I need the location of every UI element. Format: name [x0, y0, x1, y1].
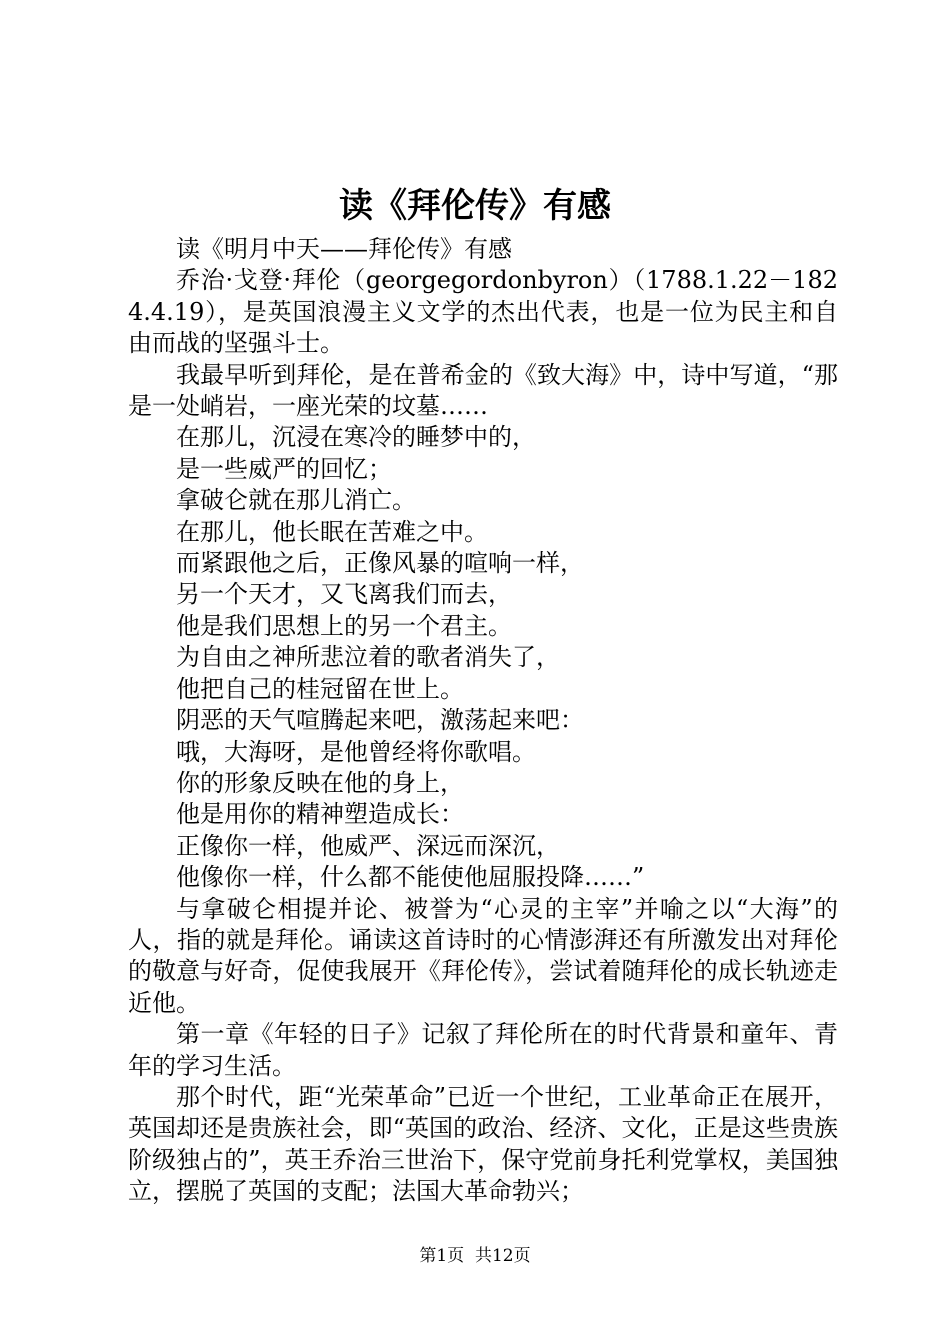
paragraph-heart-ruler: 与拿破仑相提并论、被誉为“心灵的主宰”并喻之以“大海”的人，指的就是拜伦。诵读这首诗时的心情澎湃还有所激发出对拜伦的敬意与好奇，促使我展开《拜伦传》，尝试着随拜伦的成长轨迹走近他。	[128, 894, 838, 1017]
poem-line: 你的形象反映在他的身上，	[176, 768, 464, 797]
poem-line: 另一个天才，又飞离我们而去，	[176, 580, 512, 609]
poem-line: 正像你一样，他威严、深远而深沉，	[176, 831, 560, 860]
poem-line: 为自由之神所悲泣着的歌者消失了，	[176, 643, 560, 672]
poem-line: 拿破仑就在那儿消亡。	[176, 486, 416, 515]
poem-line: 是一些威严的回忆；	[176, 454, 392, 483]
page-footer	[0, 1244, 950, 1268]
paragraph-chapter-one: 第一章《年轻的日子》记叙了拜伦所在的时代背景和童年、青年的学习生活。	[128, 1020, 838, 1080]
poem-line: 阴恶的天气喧腾起来吧，激荡起来吧：	[176, 706, 584, 735]
poem-line: 哦，大海呀，是他曾经将你歌唱。	[176, 737, 536, 766]
page-number: 第1页 共12页	[419, 1246, 531, 1266]
paragraph-subtitle: 读《明月中天——拜伦传》有感	[176, 235, 512, 263]
document-title: 读《拜伦传》有感	[339, 186, 611, 226]
paragraph-pushkin: 我最早听到拜伦，是在普希金的《致大海》中，诗中写道，“那是一处峭岩，一座光荣的坟墓……	[128, 360, 838, 421]
poem-line: 而紧跟他之后，正像风暴的喧响一样，	[176, 549, 584, 578]
poem-line: 在那儿，他长眠在苦难之中。	[176, 517, 488, 546]
paragraph-byron-intro: 乔治·戈登·拜伦（georgegordonbyron）（1788.1.22－1824.4.19），是英国浪漫主义文学的杰出代表，也是一位为民主和自由而战的坚强斗士。	[128, 266, 838, 358]
poem-line: 他像你一样，什么都不能使他屈服投降……”	[176, 863, 645, 892]
poem-line: 他是用你的精神塑造成长：	[176, 800, 464, 829]
poem-line: 他是我们思想上的另一个君主。	[176, 611, 512, 640]
poem-line: 他把自己的桂冠留在世上。	[176, 674, 464, 703]
document-body	[128, 234, 838, 1208]
paragraph-era: 那个时代，距“光荣革命”已近一个世纪，工业革命正在展开，英国却还是贵族社会，即“英国的政治、经济、文化，正是这些贵族阶级独占的”，英王乔治三世治下，保守党前身托利党掌权，美国独立，摆脱了英国的支配；法国大革命勃兴；	[128, 1082, 838, 1206]
poem-line: 在那儿，沉浸在寒冷的睡梦中的，	[176, 423, 536, 452]
